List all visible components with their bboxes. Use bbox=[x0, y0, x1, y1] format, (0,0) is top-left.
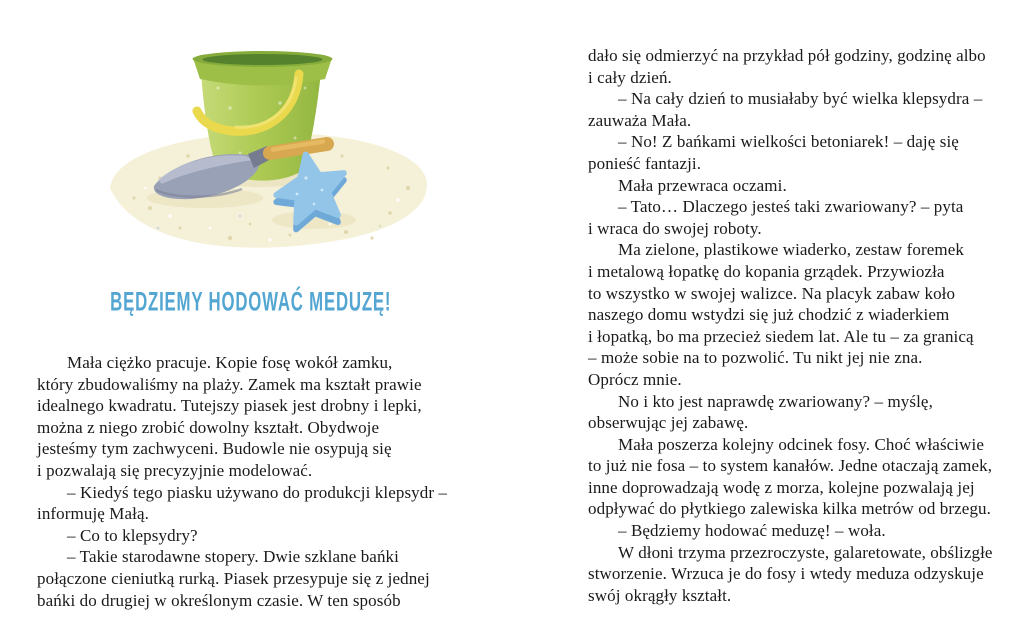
text-line: swój okrągły kształt. bbox=[588, 585, 732, 605]
chapter-heading bbox=[37, 286, 465, 320]
text-line: można z niego zrobić dowolny kształt. Obydwoje bbox=[37, 417, 380, 437]
text-line: – No! Z bańkami wielkości betoniarek! – daję się bbox=[618, 132, 959, 152]
text-line: W dłoni trzyma przezroczyste, galaretowate, obślizgłe bbox=[618, 542, 993, 562]
text-line: informuję Małą. bbox=[37, 504, 149, 524]
text-line: i łopatką, bo ma przecież siedem lat. Ale tu – za granicą bbox=[588, 326, 974, 346]
text-line: dało się odmierzyć na przykład pół godziny, godzinę albo bbox=[588, 46, 986, 65]
text-line: odpływać do płytkiego zalewiska kilka metrów od brzegu. bbox=[588, 499, 991, 519]
text-line: i pozwalają się precyzyjnie modelować. bbox=[37, 460, 313, 480]
text-line: i wraca do swojej roboty. bbox=[588, 218, 762, 238]
text-line: Mała ciężko pracuje. Kopie fosę wokół zamku, bbox=[67, 353, 393, 372]
text-line: i cały dzień. bbox=[588, 67, 672, 87]
text-line: No i kto jest naprawdę zwariowany? – myślę, bbox=[618, 391, 933, 411]
text-line: stworzenie. Wrzuca je do fosy i wtedy meduza odzyskuje bbox=[588, 564, 984, 584]
text-line: Mała przewraca oczami. bbox=[618, 175, 787, 195]
text-line: Oprócz mnie. bbox=[588, 369, 682, 389]
text-line: i metalową łopatkę do kopania grządek. Przywiozła bbox=[588, 261, 945, 281]
right-page-text bbox=[588, 45, 1018, 606]
text-line: idealnego kwadratu. Tutejszy piasek jest drobny i lepki, bbox=[37, 396, 422, 416]
text-line: bańki do drugiej w określonym czasie. W ten sposób bbox=[37, 590, 401, 610]
text-line: – Na cały dzień to musiałaby być wielka klepsydra – bbox=[618, 89, 983, 109]
page-right bbox=[512, 0, 1024, 618]
text-line: to już nie fosa – to system kanałów. Jedne otaczają zamek, bbox=[588, 456, 993, 476]
text-line: to wszystko w swojej walizce. Na placyk zabaw koło bbox=[588, 283, 956, 303]
text-line: Ma zielone, plastikowe wiaderko, zestaw foremek bbox=[618, 240, 964, 260]
text-line: który zbudowaliśmy na plaży. Zamek ma kształt prawie bbox=[37, 374, 422, 394]
text-line: – Tato… Dlaczego jesteś taki zwariowany? – pyta bbox=[618, 197, 964, 217]
text-line: naszego domu wstydzi się już chodzić z wiaderkiem bbox=[588, 305, 950, 325]
chapter-heading-text: BĘDZIEMY HODOWAĆ MEDUZĘ! bbox=[110, 287, 392, 318]
text-line: Mała poszerza kolejny odcinek fosy. Choć właściwie bbox=[618, 434, 984, 454]
text-line: ponieść fantazji. bbox=[588, 153, 702, 173]
text-line: – może sobie na to pozwolić. Tu nikt jej nie zna. bbox=[588, 348, 923, 368]
text-line: zauważa Mała. bbox=[588, 110, 692, 130]
text-line: połączone cieniutką rurką. Piasek przesypuje się z jednej bbox=[37, 568, 430, 588]
text-line: – Co to klepsydry? bbox=[67, 525, 198, 545]
text-line: – Kiedyś tego piasku używano do produkcji klepsydr – bbox=[67, 482, 448, 502]
text-line: obserwując jej zabawę. bbox=[588, 413, 749, 433]
text-line: – Takie starodawne stopery. Dwie szklane bańki bbox=[67, 547, 399, 567]
left-page-text bbox=[37, 352, 477, 611]
text-line: inne doprowadzają wodę z morza, kolejne pozwalają jej bbox=[588, 477, 975, 497]
sand-toys-illustration bbox=[90, 28, 430, 258]
text-line: – Będziemy hodować meduzę! – woła. bbox=[618, 521, 886, 541]
text-line: jesteśmy tym zachwyceni. Budowle nie osypują się bbox=[37, 439, 392, 459]
